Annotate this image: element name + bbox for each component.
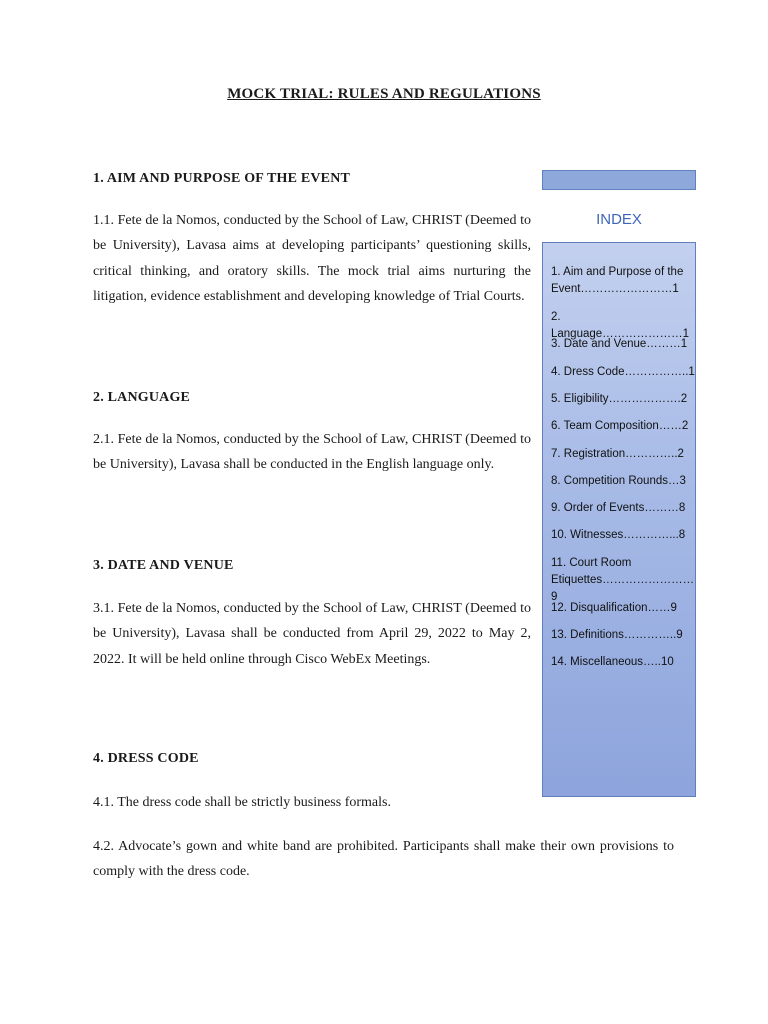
index-item: 5. Eligibility……………….2	[551, 393, 688, 405]
index-item: 3. Date and Venue………1	[551, 338, 688, 350]
index-item: 12. Disqualification……9	[551, 602, 677, 614]
index-item: 11. Court Room Etiquettes……………………9	[551, 557, 695, 603]
index-item: 4. Dress Code……………..1	[551, 366, 695, 378]
section-heading-date-venue: 3. DATE AND VENUE	[93, 558, 234, 573]
section-heading-language: 2. LANGUAGE	[93, 390, 191, 405]
section-heading-aim: 1. AIM AND PURPOSE OF THE EVENT	[93, 171, 351, 186]
index-item: 2. Language…………………1	[551, 311, 690, 340]
section-paragraph-dress-code-2: 4.2. Advocate’s gown and white band are prohibited. Participants shall make their own provisions to comply with the dress code.	[93, 839, 674, 880]
section-heading-dress-code: 4. DRESS CODE	[93, 751, 199, 766]
index-item: 6. Team Composition……2	[551, 420, 689, 432]
section-paragraph-language: 2.1. Fete de la Nomos, conducted by the School of Law, CHRIST (Deemed to be University), Lavasa shall be conducted in the English language only.	[93, 432, 531, 473]
section-paragraph-dress-code-1: 4.1. The dress code shall be strictly business formals.	[93, 795, 391, 810]
index-item: 7. Registration…………..2	[551, 448, 684, 460]
index-item: 9. Order of Events………8	[551, 502, 686, 514]
section-paragraph-aim: 1.1. Fete de la Nomos, conducted by the School of Law, CHRIST (Deemed to be University), Lavasa aims at developing participants’ questioning skills, critical thinking, and oratory skills. The mock trial aims nurturing the litigation, evidence establishment and developing knowledge of Trial Courts.	[93, 213, 531, 304]
index-item: 8. Competition Rounds…3	[551, 475, 686, 487]
index-header-bar	[542, 170, 696, 190]
index-item: 14. Miscellaneous…..10	[551, 656, 674, 668]
document-title: MOCK TRIAL: RULES AND REGULATIONS	[227, 86, 541, 102]
index-title: INDEX	[596, 211, 642, 228]
index-item: 1. Aim and Purpose of the Event……………………1	[551, 266, 684, 295]
section-paragraph-date-venue: 3.1. Fete de la Nomos, conducted by the School of Law, CHRIST (Deemed to be University), Lavasa shall be conducted from April 29, 2022 to May 2, 2022. It will be held online through Cisco WebEx Meetings.	[93, 601, 531, 667]
index-item: 10. Witnesses…………...8	[551, 529, 686, 541]
index-item: 13. Definitions…………..9	[551, 629, 683, 641]
